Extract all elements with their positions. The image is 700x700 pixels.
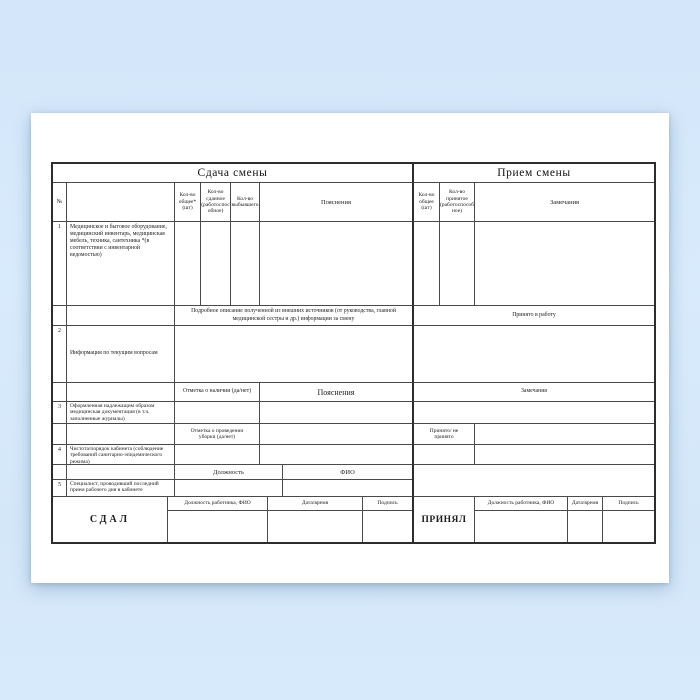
row2-number: 2	[53, 325, 66, 382]
subheader-cleaning-num-empty	[53, 423, 66, 444]
subheader-presence-num-empty	[53, 382, 66, 401]
accepted-label: ПРИНЯЛ	[412, 496, 474, 542]
col-header-number: №	[53, 182, 66, 221]
subheader-info-num-empty	[53, 305, 66, 325]
subheader-position-num-empty	[53, 464, 66, 479]
row2-description: Информация по текущим вопросам	[66, 325, 174, 382]
col-header-explanations: Пояснения	[259, 182, 412, 221]
col-header-acc-qty-accepted: Кол-во принятое (работоспособное)	[439, 182, 474, 221]
row1-number: 1	[53, 221, 66, 305]
row3-number: 3	[53, 401, 66, 423]
handover-section-title: Сдача смены	[197, 167, 268, 179]
row4-explanations-cell	[259, 444, 412, 464]
acceptance-section-title: Прием смены	[412, 164, 654, 182]
row1-qty-total-cell	[174, 221, 200, 305]
row1-acc-qty-accepted-cell	[439, 221, 474, 305]
row1-acc-qty-total-cell	[412, 221, 439, 305]
subheader-position-desc-empty	[66, 464, 174, 479]
row4-remarks-cell	[474, 444, 654, 464]
row5-fio-cell	[282, 479, 412, 496]
row5-position-cell	[174, 479, 282, 496]
shift-handover-table	[51, 162, 656, 544]
subheader-accepted-to-work: Принято в работу	[412, 305, 654, 325]
row3-description: Оформленная надлежащим образом медицинская документация (в т.ч. заполненные журналы)	[66, 401, 174, 423]
row2-info-cell	[174, 325, 412, 382]
row4-mark-cell	[174, 444, 259, 464]
row5-description: Специалист, проводивший последний прием рабочего дня в кабинете	[66, 479, 174, 496]
subheader-fio: ФИО	[282, 464, 412, 479]
col-header-remarks: Замечания	[474, 182, 654, 221]
row3-explanations-cell	[259, 401, 412, 423]
row1-qty-left-cell	[230, 221, 259, 305]
row4-number: 4	[53, 444, 66, 464]
subheader-info: Подробное описание полученной из внешних источников (от руководства, главной медицинской сестры и др.) информации за смену	[174, 305, 412, 325]
subheader-cleaning-explanations-empty	[259, 423, 412, 444]
subheader-cleaning-mark: Отметка о проведении уборки (да/нет)	[174, 423, 259, 444]
row4-description: Чистота/порядок кабинета (соблюдение требований санитарно-эпидемического режима)	[66, 444, 174, 464]
col-header-acc-qty-total: Кол-во общее (шт)	[412, 182, 439, 221]
handed-over-label: СДАЛ	[53, 496, 167, 542]
row1-remarks-cell	[474, 221, 654, 305]
accepted-col-signature: Подпись	[602, 496, 654, 510]
subheader-accepted-flag: Принято/ не принято	[412, 423, 474, 444]
handed-col-datetime: Дата/время	[267, 496, 362, 510]
handed-employee-cell	[167, 510, 267, 542]
accepted-datetime-cell	[567, 510, 602, 542]
subheader-position: Должность	[174, 464, 282, 479]
subheader-remarks: Замечания	[412, 382, 654, 401]
col-header-qty-left: Кол-во выбывшего	[230, 182, 259, 221]
subheader-presence-desc-empty	[66, 382, 174, 401]
subheader-cleaning-desc-empty	[66, 423, 174, 444]
document-sheet	[31, 113, 669, 583]
accepted-employee-cell	[474, 510, 567, 542]
subheader-info-desc-empty	[66, 305, 174, 325]
subheader-explanations: Пояснения	[259, 382, 412, 401]
row3-remarks-cell	[412, 401, 654, 423]
row4-accepted-flag-cell	[412, 444, 474, 464]
row1-qty-handed-cell	[200, 221, 230, 305]
col-header-qty-handed: Кол-во сданное (работоспособное)	[200, 182, 230, 221]
subheader-accepted-flag-cell	[474, 423, 654, 444]
handed-signature-cell	[362, 510, 412, 542]
acceptance-merged-cell	[412, 464, 654, 496]
handed-datetime-cell	[267, 510, 362, 542]
col-header-qty-total: Кол-во общее* (шт)	[174, 182, 200, 221]
row1-description: Медицинское и бытовое оборудование, медицинский инвентарь, медицинская мебель, техника, сантехника *(в соответствии с инвентарной ведомостью)	[66, 221, 174, 305]
row1-explanations-cell	[259, 221, 412, 305]
accepted-col-datetime: Дата/время	[567, 496, 602, 510]
subheader-presence-mark: Отметка о наличии (да/нет)	[174, 382, 259, 401]
row2-acceptance-cell	[412, 325, 654, 382]
row3-mark-cell	[174, 401, 259, 423]
accepted-signature-cell	[602, 510, 654, 542]
handed-col-employee: Должность работника, ФИО	[167, 496, 267, 510]
accepted-col-employee: Должность работника, ФИО	[474, 496, 567, 510]
handed-col-signature: Подпись	[362, 496, 412, 510]
col-header-description-empty	[66, 182, 174, 221]
row5-number: 5	[53, 479, 66, 496]
